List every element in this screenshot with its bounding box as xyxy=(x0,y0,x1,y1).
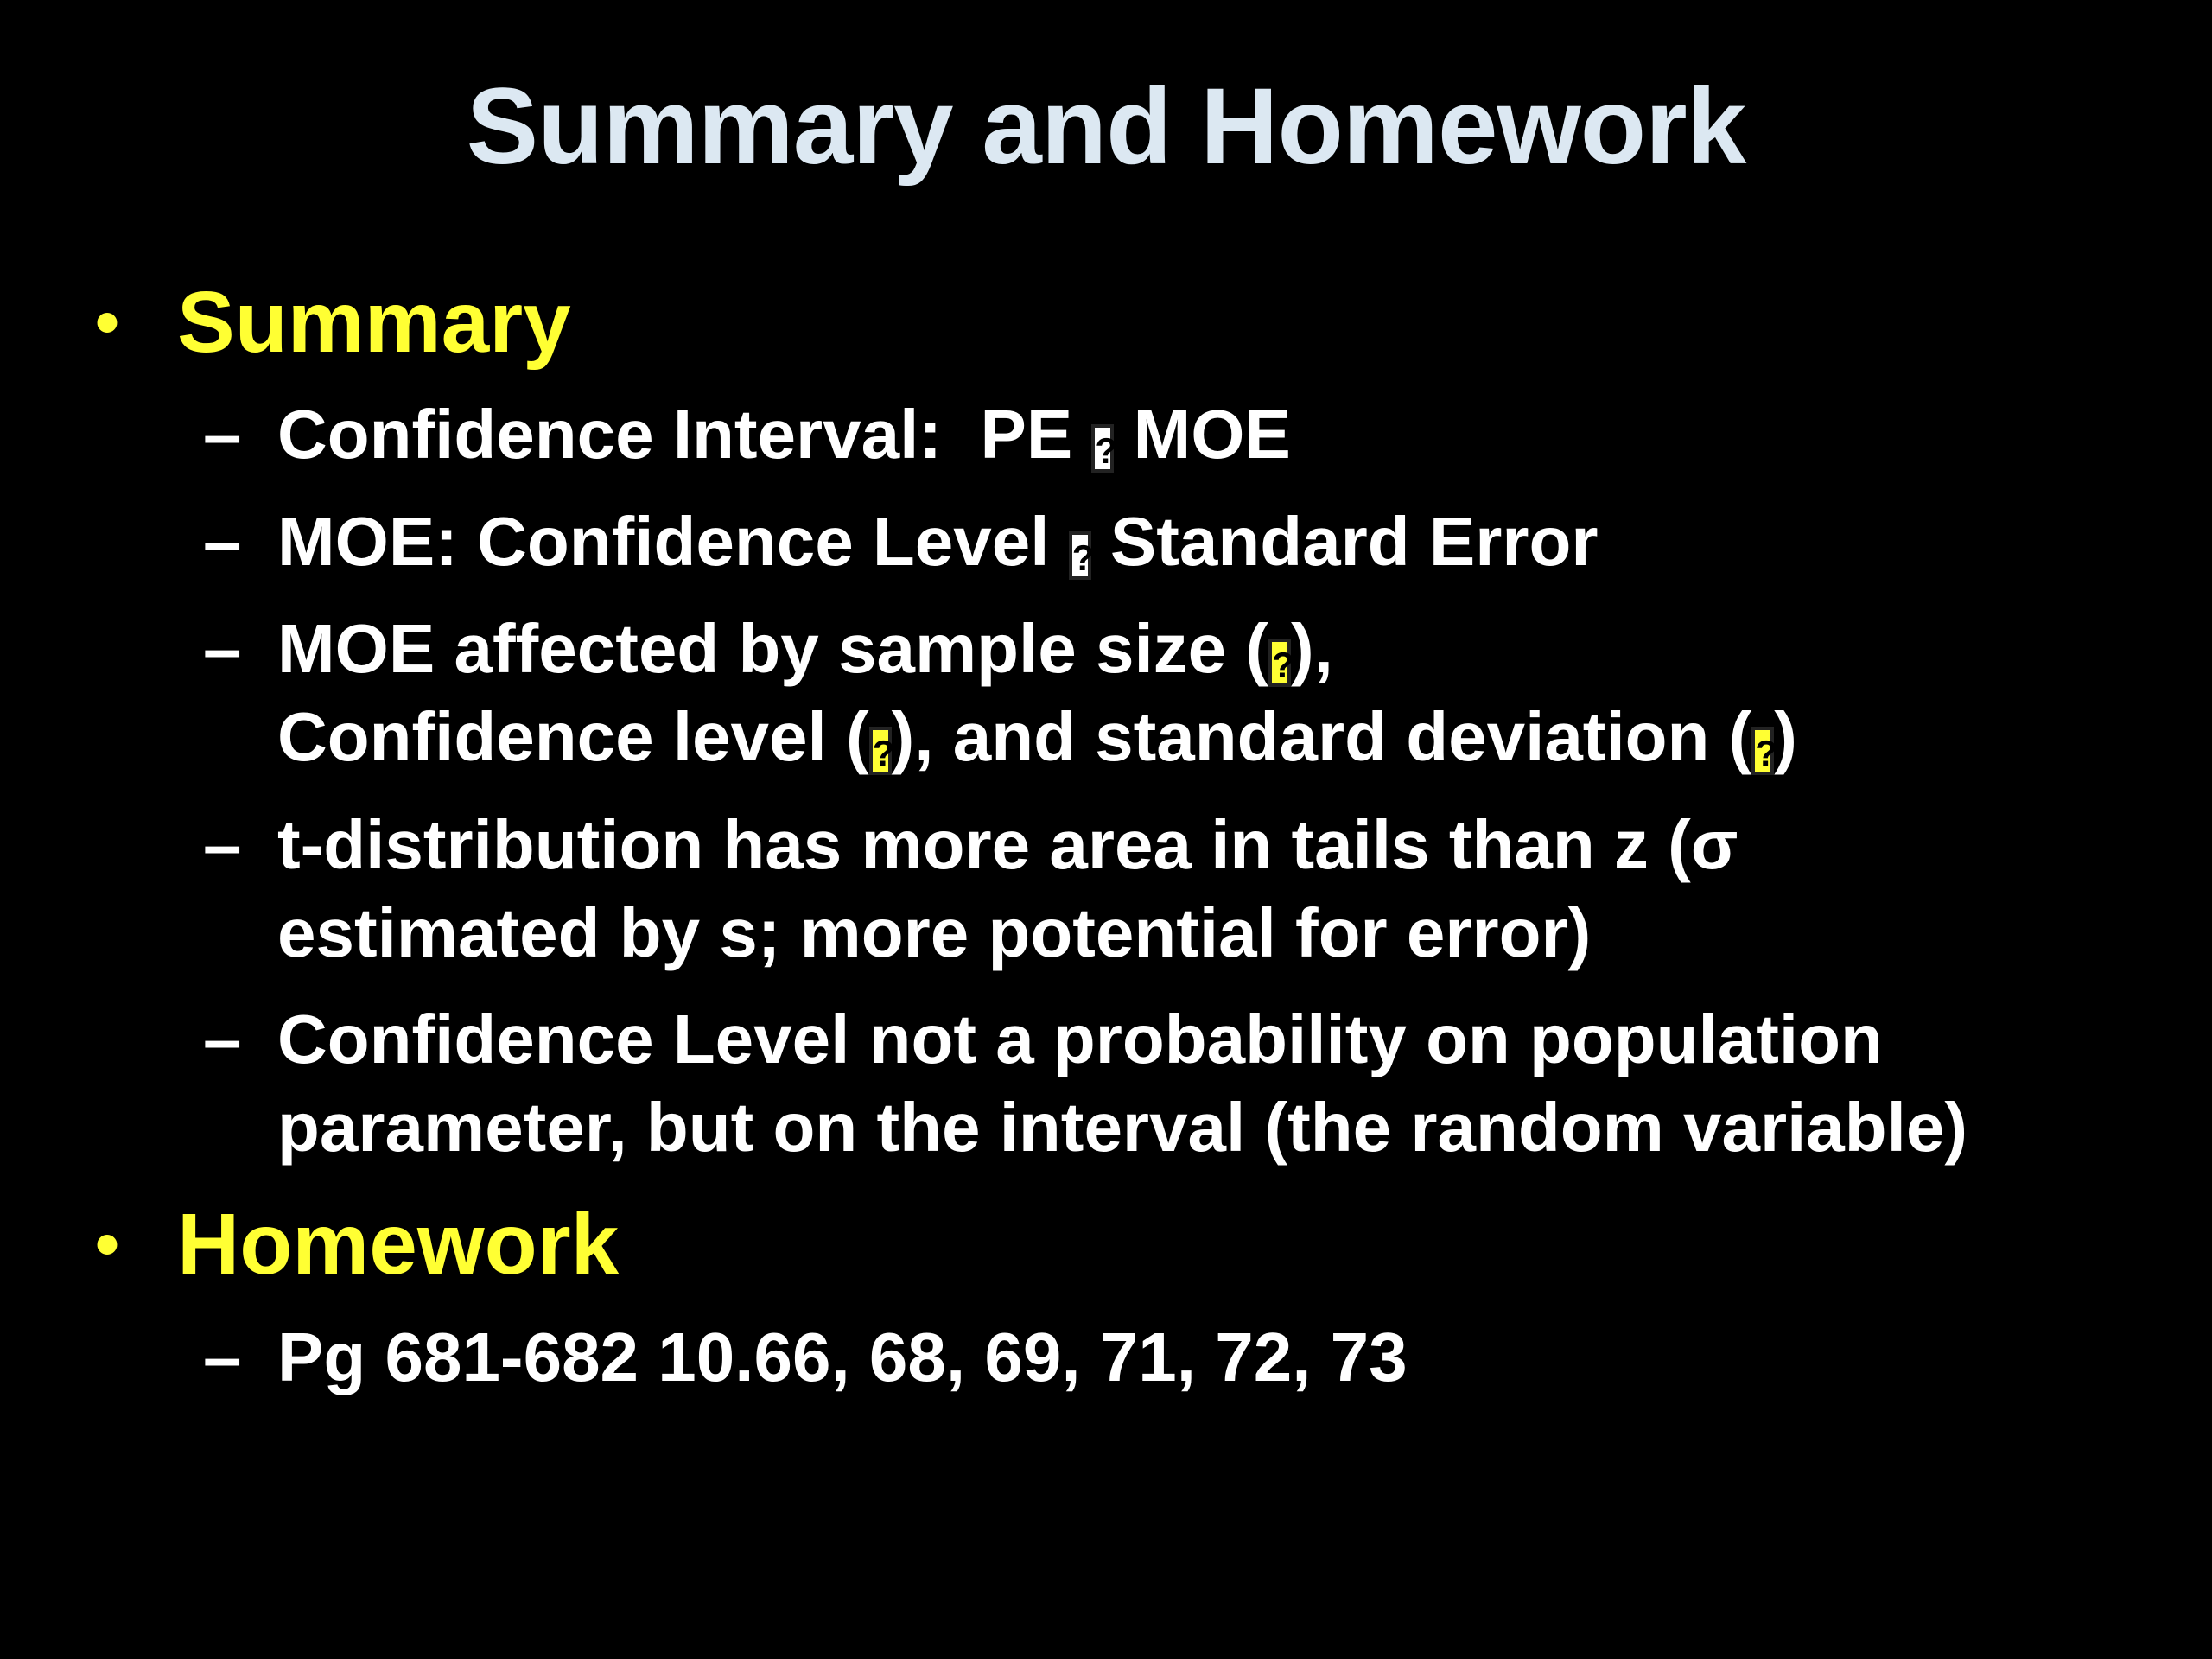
dash: – xyxy=(203,1319,242,1395)
summary-item-2-line-1: MOE: Confidence Level ? Standard Error xyxy=(277,503,1599,580)
missing-symbol-icon: ? xyxy=(1069,531,1091,580)
dash: – xyxy=(203,610,242,687)
bullet-dot: • xyxy=(95,1205,120,1282)
summary-item-1-line-1: Confidence Interval: PE ? MOE xyxy=(277,396,1291,473)
summary-item-5-line-1: Confidence Level not a probability on population xyxy=(277,1001,1883,1077)
homework-item-1-line-1: Pg 681-682 10.66, 68, 69, 71, 72, 73 xyxy=(277,1319,1408,1395)
dash: – xyxy=(203,806,242,883)
missing-symbol-icon: ? xyxy=(1268,639,1291,687)
missing-symbol-icon: ? xyxy=(1751,727,1774,775)
dash: – xyxy=(203,503,242,580)
missing-symbol-icon: ? xyxy=(869,727,892,775)
summary-item-4-line-2: estimated by s; more potential for error) xyxy=(277,894,1592,971)
summary-item-3-line-2: Confidence level (?), and standard deviation (?) xyxy=(277,698,1797,775)
bullet-label-summary: Summary xyxy=(177,274,571,371)
summary-item-4-line-1: t-distribution has more area in tails than z (σ xyxy=(277,806,1738,883)
summary-item-5-line-2: parameter, but on the interval (the random variable) xyxy=(277,1089,1968,1166)
bullet-label-homework: Homework xyxy=(177,1196,620,1293)
bullet-dot: • xyxy=(95,283,120,360)
slide-title: Summary and Homework xyxy=(466,67,1746,187)
dash: – xyxy=(203,396,242,473)
dash: – xyxy=(203,1001,242,1077)
missing-symbol-icon: ? xyxy=(1091,424,1114,473)
summary-item-3-line-1: MOE affected by sample size (?), xyxy=(277,610,1333,687)
